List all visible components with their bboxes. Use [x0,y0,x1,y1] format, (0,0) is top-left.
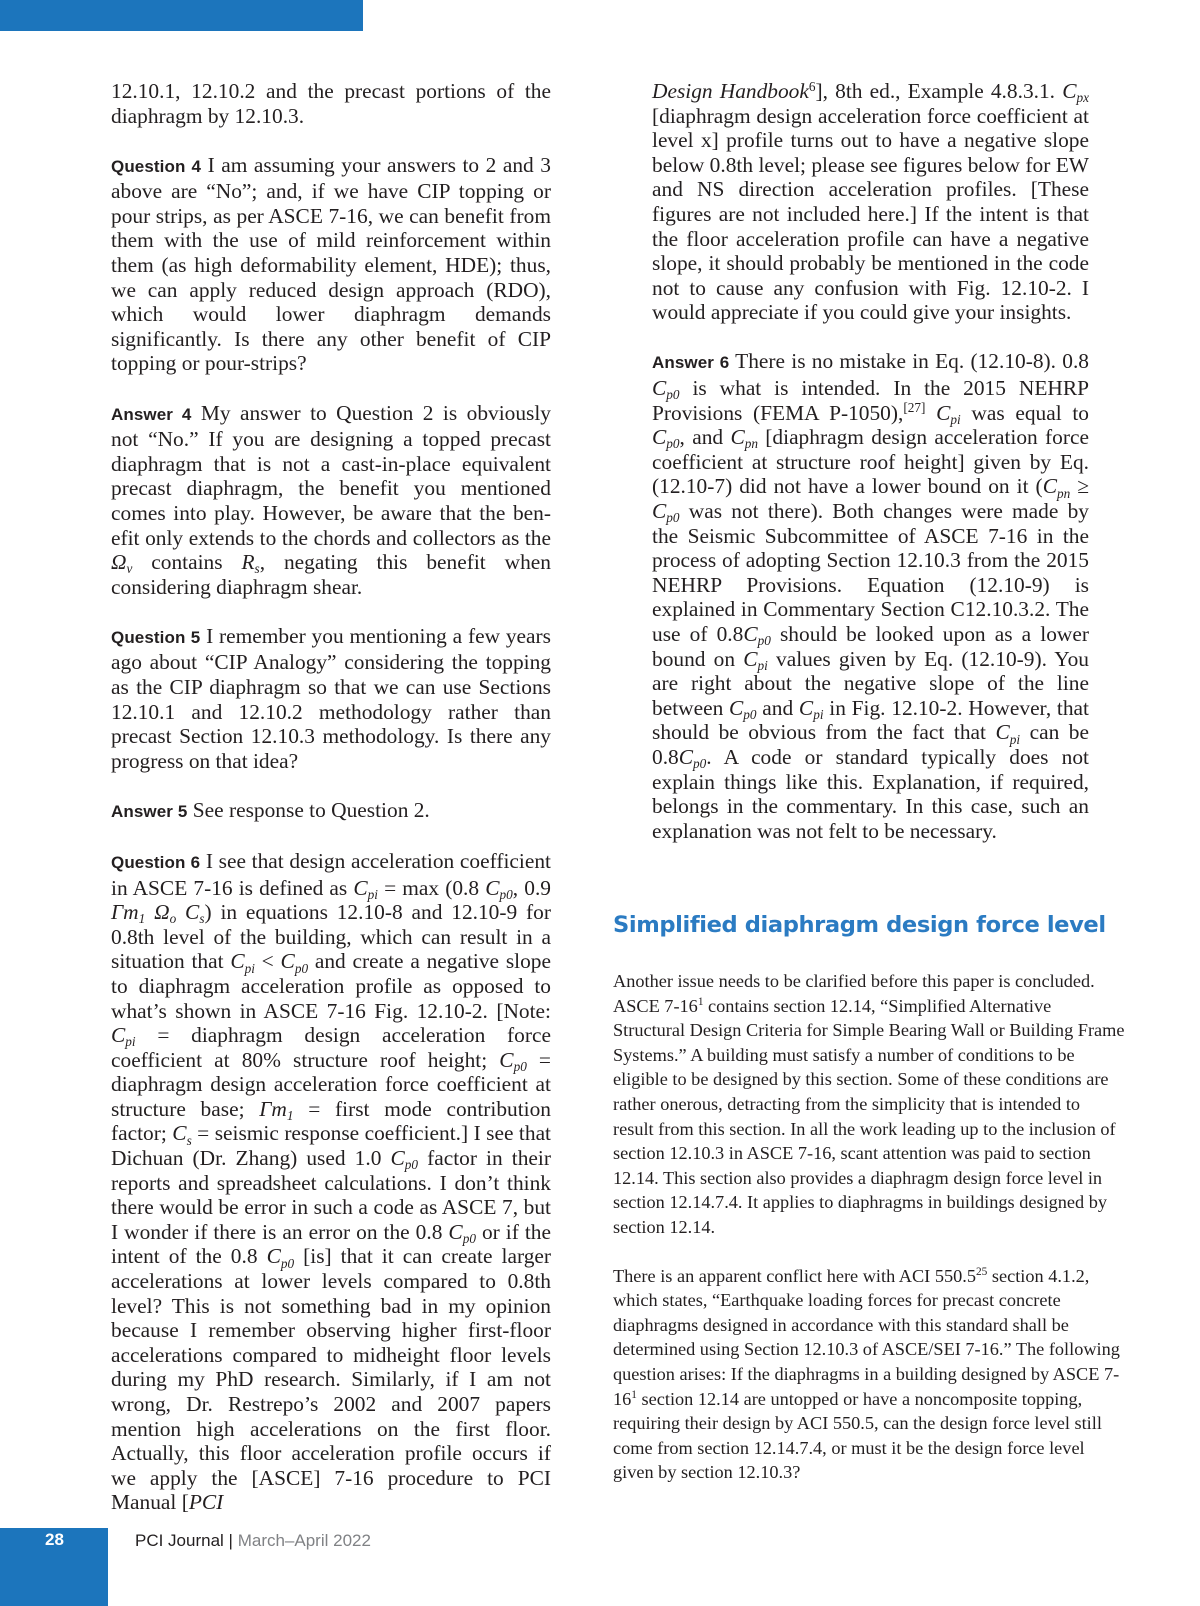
page-number: 28 [45,1530,64,1549]
question-text: = seismic response coefficient.] I see that Dichuan (Dr. Zhang) used 1.0 [111,1121,552,1171]
subscript: s [199,911,205,927]
symbol: C [266,1244,281,1269]
omega-symbol: Ω [111,550,127,575]
symbol: C [798,695,814,720]
question-text: and create a negative slope to diaphragm acceleration profile as opposed to what’s shown in ASCE 7-16 Fig. 12.10-2. [Note: [111,949,551,1023]
subscript: pn [744,436,758,452]
answer-label: Answer 6 [652,353,730,373]
answer-text: . A code or standard typically does not explain things like this. Explanation, if required, belongs in the commentary. In this case, such an explanation was not felt to be necessary. [652,744,1089,843]
symbol: C [1062,79,1077,103]
symbol: C [730,425,745,450]
answer-4 [111,401,551,600]
footer-journal [135,1531,371,1551]
symbol: R [241,550,255,575]
subscript: p0 [294,960,309,976]
answer-text: [diaphragm design acceleration force coefficient at structure roof height] given by Eq. (12.10-7) did not have a lower bound on it ( [652,425,1089,499]
question-label: Question 6 [111,852,201,872]
symbol: C [390,1146,405,1171]
body-paragraph [613,969,1125,1240]
question-text: factor in their reports and spreadsheet calculations. I don’t think there would be error in such a code as ASCE 7, but I wonder if there is an error on the 0.8 [111,1146,551,1244]
answer-text: There is no mistake in Eq. (12.10-8). 0.8 [729,349,1089,374]
symbol: C [743,621,758,646]
subscript: pn [1056,485,1071,501]
paragraph-continued [111,79,551,128]
answer-5 [111,798,551,825]
subscript: o [169,911,177,927]
issue-date: March–April 2022 [237,1531,371,1550]
question-text: ) in equations 12.10-8 and 12.10-9 for 0.8th level of the building, which can result in a situation that [111,900,551,974]
book-title: PCI [188,1490,224,1515]
answer-text: contains [132,550,242,575]
symbol: C [652,425,667,450]
subscript: 1 [286,1108,294,1124]
answer-text: ≥ [1070,474,1089,499]
symbol: C [652,499,667,523]
subscript: pi [1009,731,1021,747]
question-4 [111,153,551,376]
subscript: s [186,1132,192,1148]
answer-text: My answer to Question 2 is obviously not “No.” If you are designing a topped precast diaphragm that is not a cast-in-place equivalent precast diaphragm, the benefit you mentioned comes into play. However, be aware that the benefit only extends to the chords and collectors as the [111,400,552,550]
subscript: p0 [757,633,771,649]
question-text: I see that design acceleration coefficient in ASCE 7-16 is defined as [111,848,551,900]
subscript: 1 [138,911,146,927]
symbol: C [936,400,951,425]
text: 12.10.1, 12.10.2 and the precast portions of the diaphragm by 12.10.3. [111,79,551,128]
symbol: C [652,376,667,401]
journal-name: PCI Journal [135,1531,224,1550]
symbol: C [448,1219,463,1244]
symbol: C [185,900,200,925]
answer-text: , and [679,425,731,450]
answer-6 [652,349,1089,843]
answer-text: should be looked upon as a lower bound on [652,621,1089,671]
paragraph-text: contains section 12.14, “Simplified Alternative Structural Design Criteria for Simple Bearing Wall or Building Frame Systems.” A building must satisfy a number of conditions to be eligible to be designed by this section. Some of these conditions are rather onerous, detracting from the simplicity that is intended to result from this section. In all the work leading up to the inclusion of section 12.10.3 in ASCE 7-16, scant attention was paid to section 12.14. This section also provides a diaphragm design force level in section 12.14.7.4. It applies to diaphragms in buildings designed by section 12.14. [613,995,1125,1237]
subscript: p0 [743,706,757,722]
symbol: C [230,949,245,974]
question-text: [is] that it can create larger accelerations at lower levels compared to 0.8th level? This is not something bad in my opinion because I remember observing higher first-floor accelerations compared to midheight floor levels during my PhD research. Similarly, if I am not wrong, Dr. Restrepo’s 2002 and 2007 papers mention high accelerations on the first floor. Actually, this floor acceleration profile occurs if we apply the [ASCE] 7-16 procedure to PCI Manual [ [111,1244,552,1515]
subscript: px [1076,90,1089,106]
answer-text: values given by Eq. (12.10-9). You are right about the negative slope of the line between [652,646,1090,720]
question-text: = diaphragm design acceleration force coefficient at 80% structure roof height; [111,1023,551,1072]
answer-text: and [756,695,799,720]
symbol: C [280,949,295,974]
subscript: pi [813,706,824,722]
symbol: C [995,720,1010,745]
symbol: C [172,1121,187,1146]
answer-label: Answer 5 [111,801,188,821]
header-accent-bar [0,0,363,31]
question-text: ], 8th ed., Example 4.8.3.1. [815,79,1063,103]
question-text: = diaphragm design acceleration force coefficient at structure base; [111,1047,551,1121]
question-text: I am assuming your answers to 2 and 3 above are “No”; and, if we have CIP topping or pour strips, as per ASCE 7-16, we can benefit from them with the use of mild reinforcement within them (as high deformability element, HDE); thus, we can apply reduced design approach (RDO), which would lower diaphragm demands significantly. Is there any other benefit of CIP topping or pour-strips? [111,152,551,376]
subscript: p0 [513,1058,527,1074]
symbol: C [353,875,368,900]
reference-superscript: 6 [808,78,816,94]
answer-text: , negating this benefit when considering diaphragm shear. [111,550,551,599]
footer-separator: | [223,1531,238,1550]
symbol: C [499,1047,514,1072]
symbol: C [678,744,694,769]
symbol: C [111,1023,126,1048]
subscript: s [254,561,260,577]
question-text: or if the intent of the 0.8 [111,1219,551,1269]
answer-text: See response to Question 2. [187,797,430,822]
right-column [652,79,1089,868]
answer-text: was equal to [960,400,1089,425]
question-6 [111,849,551,1515]
subscript: p0 [404,1157,419,1173]
question-text: I remember you mentioning a few years ago about “CIP Analogy” considering the topping as the CIP diaphragm so that we can use Sections 12.10.1 and 12.10.2 methodology rather than precast Section 12.10.3 methodology. Is there any progress on that idea? [111,623,551,773]
book-title: Design Handbook [652,79,809,103]
answer-text: was not there). Both changes were made by the Seismic Subcommittee of ASCE 7-16 in the process of adopting Section 12.10.3 from the 2015 NEHRP Provisions. Equation (12.10-9) is explained in Commentary Section C12.10.3.2. The use of 0.8 [652,499,1089,646]
question-text: [diaphragm design acceleration force coefficient at level x] profile turns out to have a negative slope below 0.8th level; please see figures below for EW and NS direction acceleration profiles. [These figures are not included here.] If the intent is that the floor acceleration profile can have a negative slope, it should probably be mentioned in the code not to cause any confusion with Fig. 12.10-2. I would appreciate if you could give your insights. [652,103,1089,325]
symbol: C [485,875,500,900]
left-column [111,79,551,1539]
reference-superscript: [27] [903,400,926,416]
subscript: pi [244,960,255,976]
question-text: < [254,949,281,974]
question-6-continued [652,79,1089,325]
subscript: p0 [462,1231,476,1247]
subscript: pi [757,657,768,673]
symbol: Γm [111,900,139,925]
symbol: C [743,646,758,671]
section-body [613,969,1125,1509]
answer-label: Answer 4 [111,404,192,424]
subscript: p0 [666,387,680,403]
section-heading: Simplified diaphragm design force level [613,912,1106,938]
question-text: = first mode contribution factor; [111,1096,552,1146]
paragraph-text: Another issue needs to be clarified before this paper is concluded. ASCE 7-16 [613,971,1095,1016]
symbol: Γm [259,1096,287,1121]
subscript: pi [950,411,961,427]
question-label: Question 4 [111,156,202,176]
symbol: Ω [154,900,170,925]
body-paragraph [613,1264,1125,1485]
question-text: = max (0.8 [377,875,486,900]
subscript: p0 [280,1255,295,1271]
question-text: , 0.9 [512,875,551,900]
reference-superscript: 1 [697,996,704,1009]
symbol: C [1042,474,1057,499]
paragraph-text: There is an apparent conflict here with ACI 550.5 [613,1265,976,1286]
subscript: pi [125,1034,136,1050]
answer-text: is what is intended. In the 2015 NEHRP Provisions (FEMA P-1050), [652,376,1089,425]
answer-text: in Fig. 12.10-2. However, that should be obvious from the fact that [652,695,1089,745]
question-label: Question 5 [111,627,201,647]
subscript: p0 [666,436,680,452]
subscript: p0 [666,510,680,526]
answer-text [925,401,936,425]
question-5 [111,624,551,774]
paragraph-text: section 4.1.2, which states, “Earthquake loading forces for precast concrete diaphragms designed in accordance with this standard shall be determined using Section 12.10.3 of ASCE/SEI 7-16.” The following question arises: If the diaphragms in a building designed by ASCE 7-16 [613,1265,1120,1409]
subscript: v [126,561,133,577]
subscript: pi [367,886,378,902]
subscript: p0 [499,886,513,902]
reference-superscript: 25 [975,1266,988,1279]
symbol: C [729,695,744,720]
subscript: p0 [693,756,707,772]
paragraph-text: section 12.14 are untopped or have a noncomposite topping, requiring their design by ACI 550.5, can the design force level still come from section 12.14.7.4, or must it be the design force level given by section 12.10.3? [613,1388,1102,1483]
answer-text: can be 0.8 [652,720,1089,769]
reference-superscript: 1 [631,1389,637,1402]
